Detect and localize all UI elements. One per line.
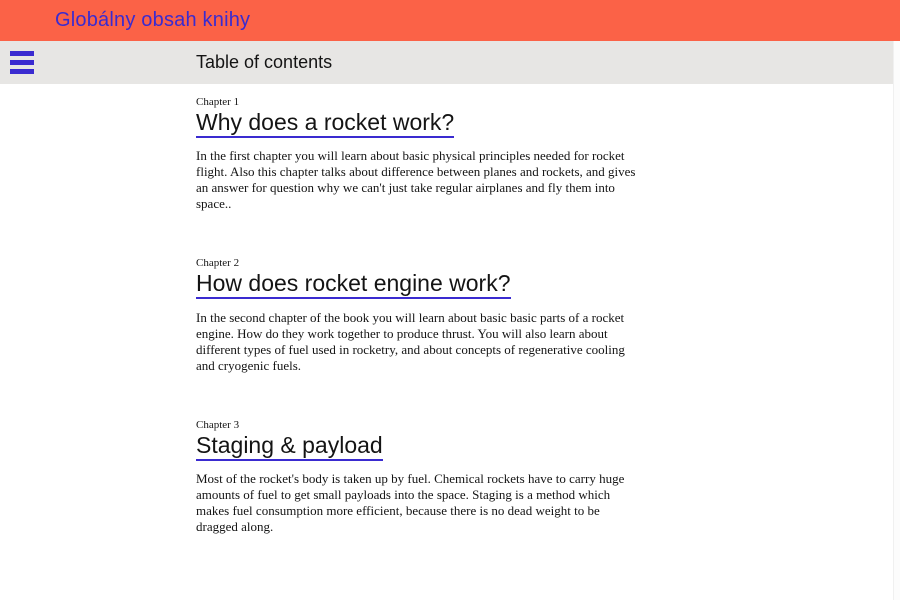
chapter-link[interactable]: Staging & payload: [196, 432, 383, 461]
hamburger-icon: [10, 69, 34, 74]
menu-button[interactable]: [10, 51, 34, 74]
chapter-entry: [196, 96, 638, 212]
app-header: [0, 0, 900, 41]
chapter-link[interactable]: How does rocket engine work?: [196, 270, 511, 299]
chapter-description: In the second chapter of the book you will learn about basic basic parts of a rocket engine. How do they work together to produce thrust. You will also learn about different types of fuel used in rocketry, and about concepts of regenerative cooling and cryogenic fuels.: [196, 309, 625, 373]
chapter-description: In the first chapter you will learn about basic physical principles needed for rocket flight. Also this chapter talks about difference between planes and rockets, and gives an answer for question why we can't just take regular airplanes and fly them into space..: [196, 148, 636, 212]
chapter-heading: [196, 271, 638, 296]
chapter-number-label: Chapter 1: [196, 96, 240, 108]
chapter-description: Most of the rocket's body is taken up by fuel. Chemical rockets have to carry huge amounts of fuel to get small payloads into the space. Staging is a method which makes fuel consumption more efficient, because there is no dead weight to be dragged along.: [196, 470, 625, 534]
table-of-contents: [196, 84, 638, 580]
hamburger-icon: [10, 51, 34, 56]
chapter-heading: [196, 433, 638, 458]
page-title: Table of contents: [196, 52, 333, 72]
chapter-number-label: Chapter 2: [196, 257, 240, 270]
hamburger-icon: [10, 60, 34, 65]
chapter-number-label: Chapter 3: [196, 418, 240, 431]
scrollbar-track[interactable]: [893, 41, 900, 600]
toolbar: [0, 41, 893, 84]
chapter-entry: [196, 257, 638, 373]
chapter-heading: [196, 110, 638, 135]
chapter-link[interactable]: Why does a rocket work?: [196, 109, 454, 138]
chapter-entry: [196, 419, 638, 535]
app-title: Globálny obsah knihy: [55, 9, 251, 31]
